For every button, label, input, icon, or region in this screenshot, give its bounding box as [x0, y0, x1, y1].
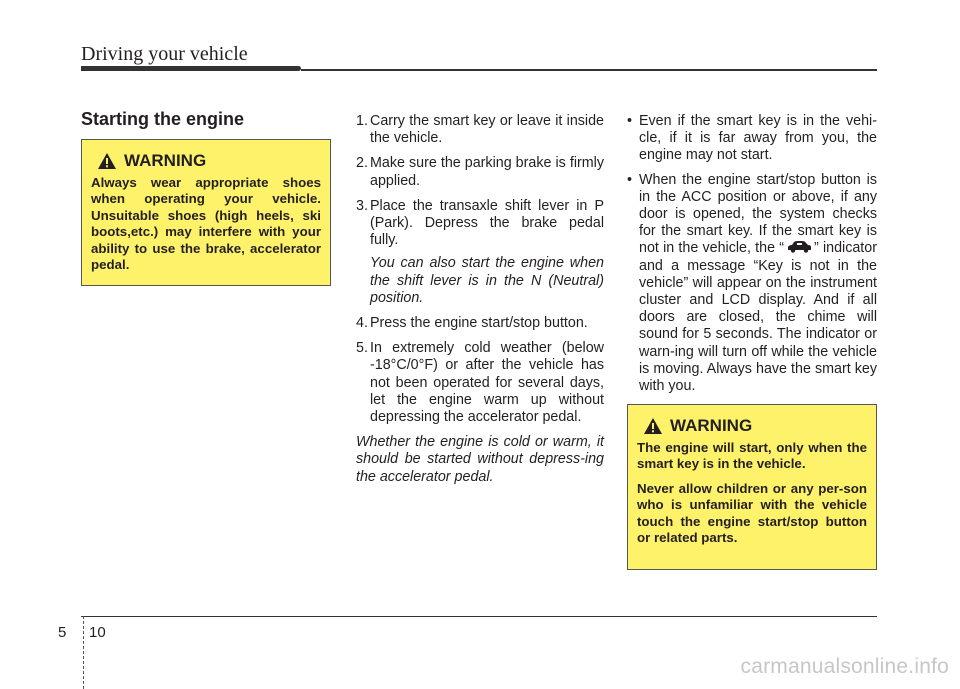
warning-text: Never allow children or any per-son who is unfamiliar with the vehicle touch the engine start/stop button or related parts.: [637, 480, 867, 546]
footer-divider: [83, 616, 84, 689]
bullet-item: [627, 172, 877, 396]
steps-column: [356, 113, 604, 486]
warning-triangle-icon: [644, 418, 662, 434]
warning-header: [91, 151, 321, 171]
warning-heading: WARNING: [670, 416, 753, 435]
header-rule: [81, 66, 877, 71]
page-number: 10: [89, 624, 106, 641]
warning-heading: WARNING: [124, 151, 207, 170]
bullet-dot: •: [627, 171, 633, 188]
step-number: 2.: [356, 155, 368, 172]
bullet-text-before: When the engine start/stop button is in the ACC position or above, if any door is opened, the system checks for the smart key. If the smart key is not in the vehicle, the “: [639, 171, 877, 257]
warning-box-smart-key: [627, 404, 877, 570]
header-title: Driving your vehicle: [81, 43, 248, 65]
step-number: 1.: [356, 113, 368, 129]
step-text: Place the transaxle shift lever in P (Park). Depress the brake pedal fully.: [370, 197, 604, 249]
footer-rule: [81, 616, 877, 617]
cold-warm-note: Whether the engine is cold or warm, it should be started without depress-ing the accelerator pedal.: [356, 434, 604, 485]
bullet-text-after: ” indicator and a message “Key is not in the vehicle” will appear on the instrument cluster and LCD display. And if all doors are closed, the chime will sound for 5 seconds. The indicator or warn-ing will turn off while the vehicle is moving. Always have the smart key with you.: [639, 240, 877, 395]
step-item: [356, 198, 604, 250]
step-number: 4.: [356, 315, 368, 332]
bullet-item: [627, 113, 877, 165]
warning-header: [637, 416, 867, 436]
step-text: Press the engine start/stop button.: [370, 315, 588, 332]
bullet-text: Even if the smart key is in the vehi-cle, if it is far away from you, the engine may not start.: [639, 113, 877, 164]
step-number: 5.: [356, 340, 368, 357]
header-rule-thick: [81, 66, 301, 71]
step-number: 3.: [356, 197, 368, 214]
step-text: In extremely cold weather (below -18°C/0°F) or after the vehicle has not been operated for several days, let the engine warm up without depressing the accelerator pedal.: [370, 340, 604, 426]
bullets-column: [627, 113, 877, 402]
warning-triangle-icon: [98, 153, 116, 169]
bullet-dot: •: [627, 113, 633, 129]
warning-box-shoes: [81, 139, 331, 286]
section-title: Starting the engine: [81, 109, 245, 129]
watermark: carmanualsonline.info: [740, 655, 949, 678]
step-item: [356, 155, 604, 189]
step-item: [356, 113, 604, 147]
warning-text: Always wear appropriate shoes when operating your vehicle. Unsuitable shoes (high heels, ski boots,etc.) may interfere with your ability to use the brake, accelerator pedal.: [91, 175, 321, 273]
chapter-number: 5: [58, 624, 67, 641]
step-text: Carry the smart key or leave it inside the vehicle.: [370, 113, 604, 147]
warning-text: The engine will start, only when the smart key is in the vehicle.: [637, 440, 867, 472]
car-key-indicator-icon: [786, 240, 812, 253]
header-rule-thin: [301, 69, 877, 71]
step-text: Make sure the parking brake is firmly applied.: [370, 155, 604, 189]
step-item: [356, 315, 604, 332]
step-item: [356, 340, 604, 426]
step-note: You can also start the engine when the shift lever is in the N (Neutral) position.: [370, 255, 604, 306]
